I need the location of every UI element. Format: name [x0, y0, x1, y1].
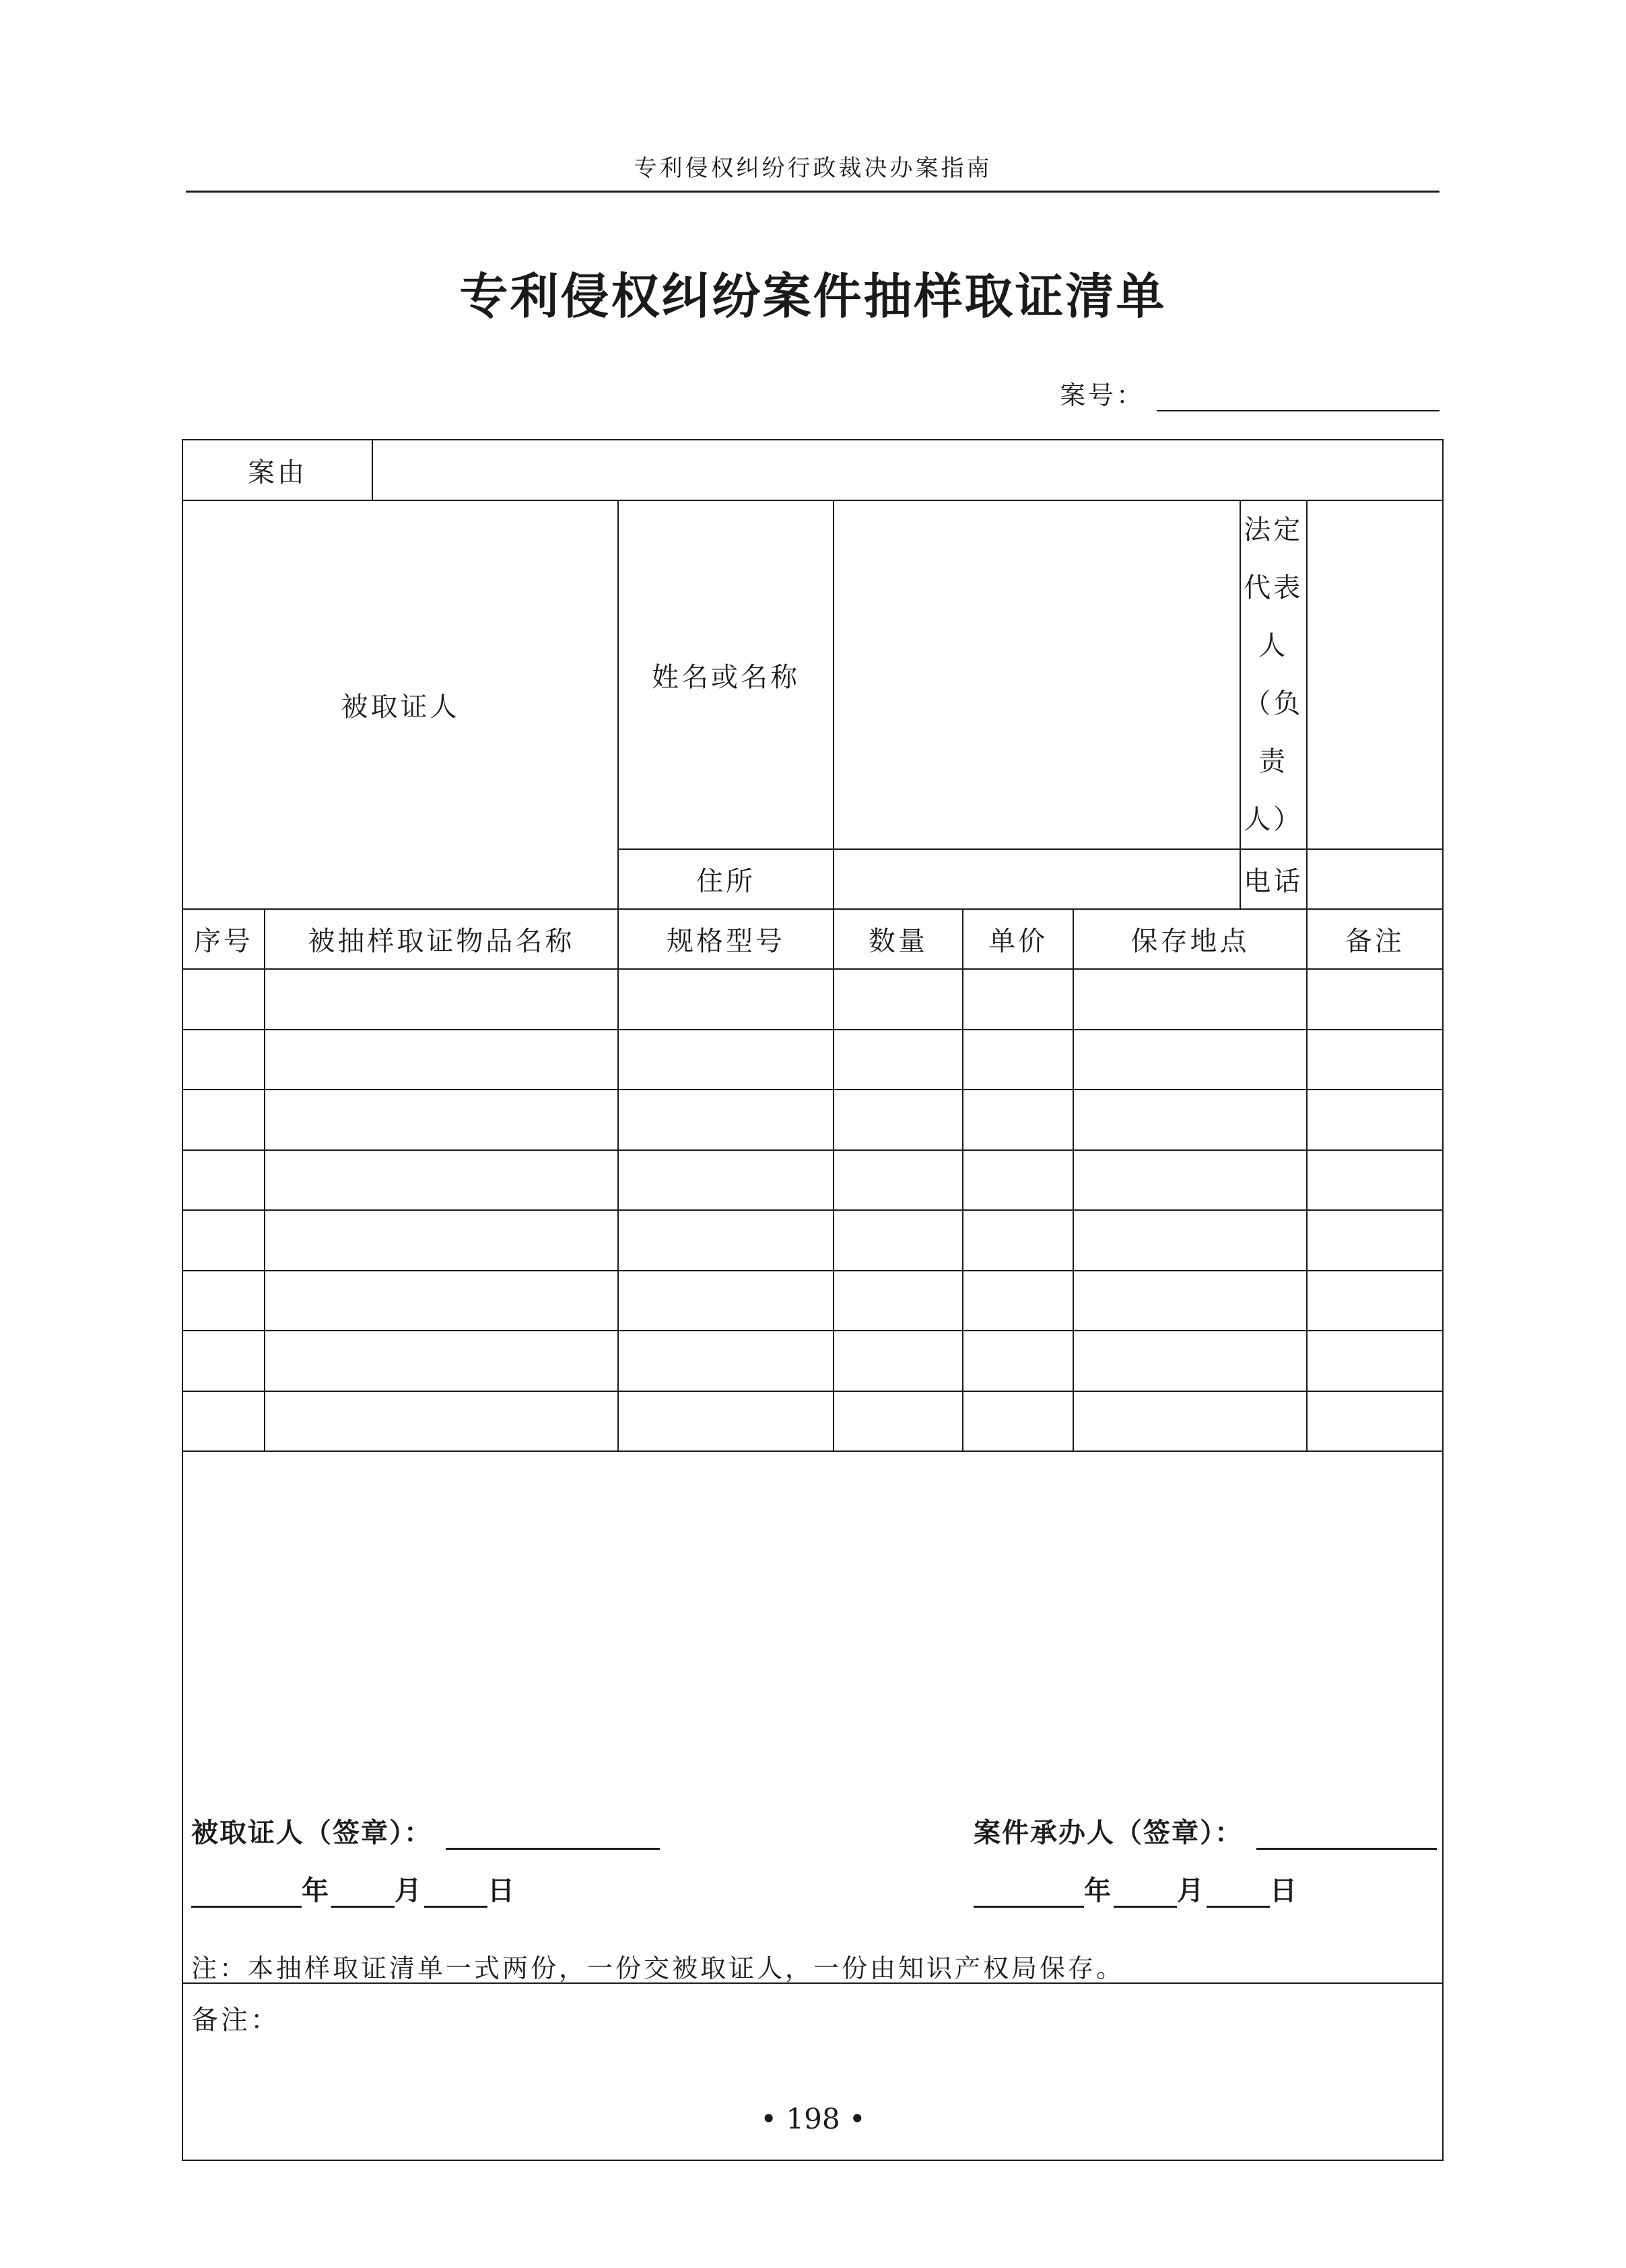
col-quantity: 数量: [834, 909, 963, 969]
cell-quantity[interactable]: [834, 1090, 963, 1150]
table-row: [182, 1391, 1443, 1451]
legal-rep-label-line2: （负责人）: [1244, 688, 1303, 835]
col-unit-price: 单价: [963, 909, 1074, 969]
cell-item-name[interactable]: [265, 969, 618, 1030]
cell-remarks[interactable]: [1307, 1030, 1443, 1090]
cell-quantity[interactable]: [834, 1331, 963, 1391]
legal-rep-label: [1240, 500, 1307, 849]
case-number-label: 案号：: [1060, 380, 1145, 410]
table-row: [182, 1271, 1443, 1331]
cell-seq[interactable]: [182, 1210, 265, 1271]
cell-remarks[interactable]: [1307, 1090, 1443, 1150]
cell-remarks[interactable]: [1307, 1331, 1443, 1391]
handler-day-blank[interactable]: [1207, 1879, 1270, 1908]
col-item-name: 被抽样取证物品名称: [265, 909, 618, 969]
footnote: 注：本抽样取证清单一式两份，一份交被取证人，一份由知识产权局保存。: [191, 1954, 1125, 1983]
handler-year-blank[interactable]: [974, 1879, 1084, 1908]
subject-date: [191, 1869, 517, 1908]
table-row: [182, 1210, 1443, 1271]
col-remarks: 备注: [1307, 909, 1443, 969]
subject-day-label: 日: [487, 1875, 517, 1906]
cell-storage-location[interactable]: [1073, 1030, 1306, 1090]
handler-signature-label: 案件承办人（签章）：: [974, 1817, 1243, 1848]
cell-storage-location[interactable]: [1073, 1271, 1306, 1331]
cell-spec[interactable]: [618, 1271, 834, 1331]
subject-signature-label: 被取证人（签章）：: [191, 1817, 432, 1848]
document-title: 专利侵权纠纷案件抽样取证清单: [459, 267, 1167, 325]
cell-storage-location[interactable]: [1073, 1391, 1306, 1451]
subject-year-label: 年: [302, 1875, 331, 1906]
cell-spec[interactable]: [618, 1391, 834, 1451]
case-cause-row: [182, 440, 1443, 500]
handler-month-label: 月: [1177, 1875, 1207, 1906]
col-storage-location: 保存地点: [1073, 909, 1306, 969]
handler-year-label: 年: [1084, 1875, 1114, 1906]
case-cause-label: 案由: [182, 440, 372, 500]
cell-spec[interactable]: [618, 1210, 834, 1271]
phone-label: 电话: [1240, 849, 1307, 909]
handler-signature: [974, 1811, 1437, 1850]
table-row: [182, 1090, 1443, 1150]
table-row: [182, 969, 1443, 1030]
running-header: 专利侵权纠纷行政裁决办案指南: [634, 155, 992, 182]
cell-item-name[interactable]: [265, 1331, 618, 1391]
cell-seq[interactable]: [182, 1391, 265, 1451]
subject-name-row: [182, 500, 1443, 849]
page-number: • 198 •: [760, 2102, 866, 2135]
cell-quantity[interactable]: [834, 1150, 963, 1210]
cell-remarks[interactable]: [1307, 969, 1443, 1030]
legal-rep-label-line1: 法定代表人: [1244, 514, 1303, 661]
name-label: 姓名或名称: [618, 500, 834, 849]
handler-month-blank[interactable]: [1114, 1879, 1177, 1908]
handler-signature-blank[interactable]: [1256, 1821, 1437, 1850]
cell-unit-price[interactable]: [963, 1150, 1074, 1210]
cell-item-name[interactable]: [265, 1150, 618, 1210]
cell-remarks[interactable]: [1307, 1150, 1443, 1210]
cell-spec[interactable]: [618, 1150, 834, 1210]
cell-remarks[interactable]: [1307, 1210, 1443, 1271]
cell-quantity[interactable]: [834, 1391, 963, 1451]
table-row: [182, 1030, 1443, 1090]
handler-date: [974, 1869, 1299, 1908]
cell-unit-price[interactable]: [963, 1271, 1074, 1331]
subject-year-blank[interactable]: [191, 1879, 302, 1908]
table-row: [182, 1150, 1443, 1210]
cell-unit-price[interactable]: [963, 1331, 1074, 1391]
legal-rep-cell[interactable]: [1307, 500, 1443, 849]
address-label: 住所: [618, 849, 834, 909]
cell-storage-location[interactable]: [1073, 1210, 1306, 1271]
cell-item-name[interactable]: [265, 1391, 618, 1451]
cell-seq[interactable]: [182, 1150, 265, 1210]
cell-spec[interactable]: [618, 1090, 834, 1150]
subject-day-blank[interactable]: [424, 1879, 487, 1908]
subject-signature-blank[interactable]: [446, 1821, 660, 1850]
case-number-field: [1060, 374, 1439, 411]
signature-cell: [182, 1451, 1443, 1983]
cell-storage-location[interactable]: [1073, 1331, 1306, 1391]
cell-storage-location[interactable]: [1073, 1090, 1306, 1150]
case-cause-cell[interactable]: [372, 440, 1443, 500]
signature-area: [183, 1452, 1442, 1982]
cell-quantity[interactable]: [834, 969, 963, 1030]
cell-item-name[interactable]: [265, 1210, 618, 1271]
cell-spec[interactable]: [618, 1030, 834, 1090]
cell-unit-price[interactable]: [963, 969, 1074, 1030]
phone-cell[interactable]: [1307, 849, 1443, 909]
cell-seq[interactable]: [182, 969, 265, 1030]
header-rule: [186, 191, 1439, 193]
cell-item-name[interactable]: [265, 1090, 618, 1150]
cell-item-name[interactable]: [265, 1030, 618, 1090]
subject-month-label: 月: [395, 1875, 424, 1906]
cell-seq[interactable]: [182, 1030, 265, 1090]
cell-remarks[interactable]: [1307, 1391, 1443, 1451]
subject-month-blank[interactable]: [331, 1879, 395, 1908]
cell-storage-location[interactable]: [1073, 1150, 1306, 1210]
case-number-blank[interactable]: [1157, 383, 1439, 411]
cell-storage-location[interactable]: [1073, 969, 1306, 1030]
cell-quantity[interactable]: [834, 1271, 963, 1331]
cell-quantity[interactable]: [834, 1210, 963, 1271]
cell-unit-price[interactable]: [963, 1210, 1074, 1271]
signature-row: [182, 1451, 1443, 1983]
address-cell[interactable]: [834, 849, 1240, 909]
cell-unit-price[interactable]: [963, 1030, 1074, 1090]
cell-seq[interactable]: [182, 1331, 265, 1391]
handler-day-label: 日: [1270, 1875, 1299, 1906]
remarks-label: 备注：: [191, 2005, 280, 2036]
column-header-row: [182, 909, 1443, 969]
cell-unit-price[interactable]: [963, 1391, 1074, 1451]
col-seq: 序号: [182, 909, 265, 969]
subject-label: 被取证人: [182, 500, 618, 909]
evidence-form-table: [182, 439, 1444, 2161]
cell-remarks[interactable]: [1307, 1271, 1443, 1331]
name-cell[interactable]: [834, 500, 1240, 849]
cell-seq[interactable]: [182, 1271, 265, 1331]
cell-item-name[interactable]: [265, 1271, 618, 1331]
cell-spec[interactable]: [618, 969, 834, 1030]
cell-seq[interactable]: [182, 1090, 265, 1150]
cell-unit-price[interactable]: [963, 1090, 1074, 1150]
subject-signature: [191, 1811, 660, 1850]
cell-spec[interactable]: [618, 1331, 834, 1391]
col-spec: 规格型号: [618, 909, 834, 969]
table-row: [182, 1331, 1443, 1391]
cell-quantity[interactable]: [834, 1030, 963, 1090]
